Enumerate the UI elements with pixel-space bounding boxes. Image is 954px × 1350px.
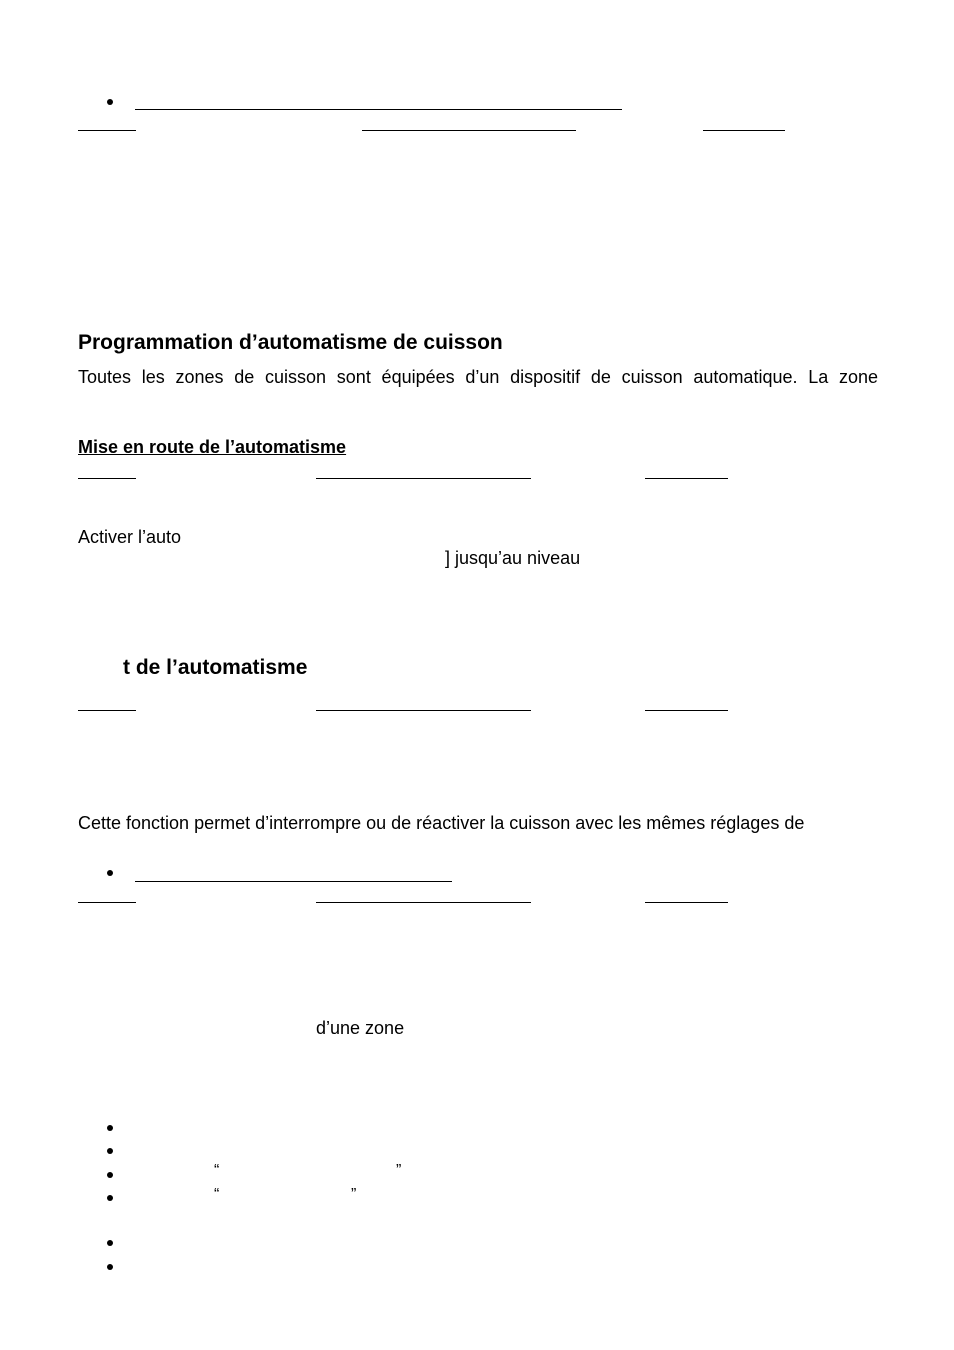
blank-line: [135, 109, 622, 110]
blank-line: [78, 478, 136, 479]
blank-line: [78, 902, 136, 903]
blank-line: [316, 478, 531, 479]
paragraph-text: Cette fonction permet d’interrompre ou de réactiver la cuisson avec les mêmes réglages de: [78, 813, 805, 833]
body-text: d’une zone: [316, 1018, 405, 1038]
quote-close: ”: [396, 1162, 402, 1179]
list-bullet: [107, 1264, 113, 1270]
blank-line: [645, 478, 728, 479]
blank-line: [78, 710, 136, 711]
body-text: ] jusqu’au niveau: [445, 548, 581, 568]
blank-line: [645, 710, 728, 711]
quote-close: ”: [351, 1186, 357, 1203]
body-text: Activer l’auto: [78, 527, 182, 547]
list-bullet: [107, 99, 113, 105]
blank-line: [703, 130, 785, 131]
blank-line: [645, 902, 728, 903]
section-heading: Programmation d’automatisme de cuisson: [78, 331, 503, 354]
list-bullet: [107, 1148, 113, 1154]
blank-line: [316, 902, 531, 903]
list-bullet: [107, 1172, 113, 1178]
list-bullet: [107, 1195, 113, 1201]
quote-open: “: [214, 1186, 220, 1203]
quote-open: “: [214, 1162, 220, 1179]
list-bullet: [107, 1125, 113, 1131]
subsection-heading: [78, 437, 376, 457]
subsection-heading-text: Mise en route de l’automatisme: [78, 437, 347, 457]
blank-line: [78, 130, 136, 131]
blank-line: [316, 710, 531, 711]
list-bullet: [107, 1240, 113, 1246]
paragraph-text: Toutes les zones de cuisson sont équipées d’un dispositif de cuisson automatique. La zone: [78, 367, 878, 387]
blank-line: [135, 881, 452, 882]
section-heading: t de l’automatisme: [123, 656, 308, 679]
blank-line: [362, 130, 576, 131]
list-bullet: [107, 870, 113, 876]
